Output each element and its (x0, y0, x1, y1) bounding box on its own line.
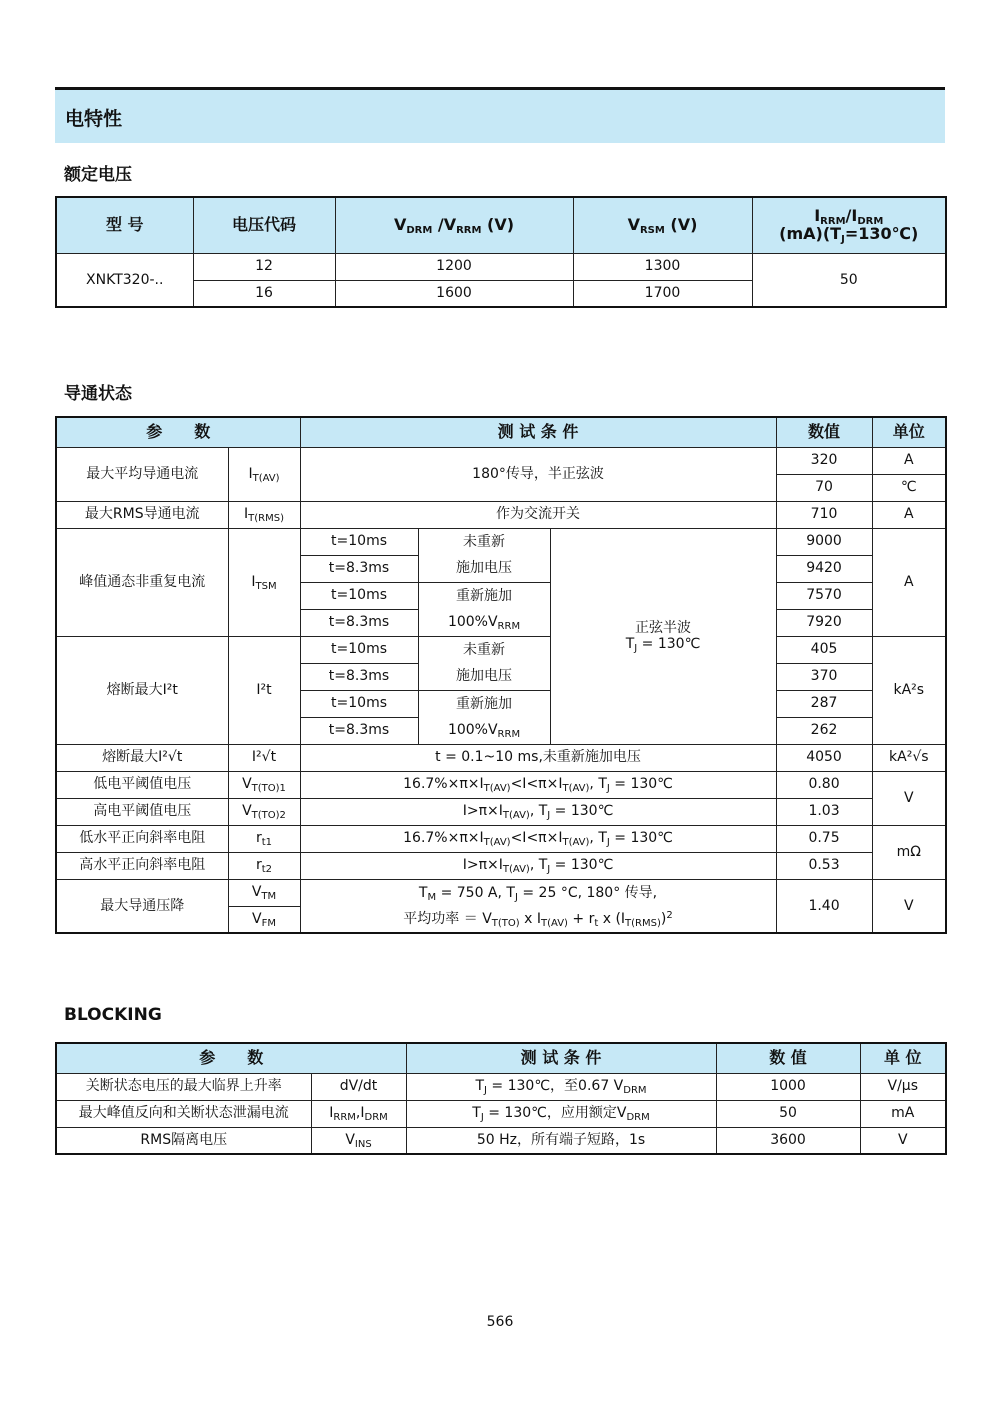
time-cell: t=8.3ms (300, 663, 418, 690)
condition-cell: $16.7\%\times\pi\times I_{T(AV)}<I<\pi\times I_{T(AV)}$, $T_J$ = 130℃ (300, 771, 776, 798)
table-row (56, 825, 946, 852)
unit-cell: V (860, 1127, 946, 1154)
table-row (56, 501, 946, 528)
value-cell: 710 (776, 501, 872, 528)
time-cell: t=8.3ms (300, 717, 418, 744)
condition-cell: $T_J$ = 130℃，至0.67 $V_{DRM}$ (406, 1073, 716, 1100)
blocking-heading: BLOCKING (64, 1005, 162, 1025)
param-name: 最大RMS导通电流 (56, 501, 228, 528)
condition-cell: $T_M = 750$ A, $T_J = 25$ °C, 180° 传导, (300, 879, 776, 906)
value-cell: 0.53 (776, 852, 872, 879)
value-cell: 405 (776, 636, 872, 663)
unit-cell: mA (860, 1100, 946, 1127)
param-name: 最大平均导通电流 (56, 447, 228, 501)
vrsm-cell: 1700 (573, 280, 752, 307)
model-cell: XNKT320-.. (56, 253, 193, 307)
param-name: 峰值通态非重复电流 (56, 528, 228, 636)
table-row (56, 636, 946, 663)
condition-cell: $I>\pi\times I_{T(AV)}$, $T_J$ = 130℃ (300, 852, 776, 879)
param-symbol: $V_{T(TO)2}$ (228, 798, 300, 825)
condition-cell: 50 Hz，所有端子短路，1s (406, 1127, 716, 1154)
header-value: 数值 (776, 417, 872, 447)
unit-cell: A (872, 447, 946, 474)
condition-cell: $100\%V_{RRM}$ (418, 609, 550, 636)
unit-cell: A (872, 501, 946, 528)
table-row (56, 1100, 946, 1127)
value-cell: 3600 (716, 1127, 860, 1154)
time-cell: t=10ms (300, 528, 418, 555)
section-header-bar (55, 87, 945, 143)
header-irrm-idrm: $I_{RRM}/I_{DRM}$ $(mA)(T_J=130℃)$ (752, 197, 946, 253)
header-param: 参 数 (56, 1043, 406, 1073)
header-model: 型 号 (56, 197, 193, 253)
param-symbol: $V_{TM}$ (228, 879, 300, 906)
unit-cell: V (872, 771, 946, 825)
time-cell: t=8.3ms (300, 609, 418, 636)
value-cell: 262 (776, 717, 872, 744)
unit-cell: kA²√s (872, 744, 946, 771)
value-cell: 1.03 (776, 798, 872, 825)
time-cell: t=8.3ms (300, 555, 418, 582)
sine-condition-cell: 正弦半波 $T_J$ = 130℃ (550, 528, 776, 744)
header-cond: 测 试 条 件 (406, 1043, 716, 1073)
page-number: 566 (486, 1314, 514, 1330)
value-cell: 9000 (776, 528, 872, 555)
table-row (56, 744, 946, 771)
param-symbol: $I_{T(AV)}$ (228, 447, 300, 501)
condition-cell: t = 0.1~10 ms,未重新施加电压 (300, 744, 776, 771)
unit-cell: mΩ (872, 825, 946, 879)
header-value: 数 值 (716, 1043, 860, 1073)
value-cell: 370 (776, 663, 872, 690)
condition-cell: 作为交流开关 (300, 501, 776, 528)
rated-voltage-table (55, 196, 947, 308)
value-cell: 320 (776, 447, 872, 474)
value-cell: 287 (776, 690, 872, 717)
unit-cell: A (872, 528, 946, 636)
value-cell: 7920 (776, 609, 872, 636)
time-cell: t=10ms (300, 582, 418, 609)
param-name: 低电平阈值电压 (56, 771, 228, 798)
value-cell: 1.40 (776, 879, 872, 933)
condition-cell: 重新施加 (418, 690, 550, 717)
table-row (56, 1073, 946, 1100)
table-row (56, 852, 946, 879)
header-voltage-code: 电压代码 (193, 197, 335, 253)
header-unit: 单 位 (860, 1043, 946, 1073)
param-name: 低水平正向斜率电阻 (56, 825, 228, 852)
unit-cell: kA²s (872, 636, 946, 744)
param-name: 熔断最大I²t (56, 636, 228, 744)
value-cell: 50 (716, 1100, 860, 1127)
param-symbol: dV/dt (311, 1073, 406, 1100)
unit-cell: V (872, 879, 946, 933)
param-symbol: $r_{t2}$ (228, 852, 300, 879)
vrsm-cell: 1300 (573, 253, 752, 280)
header-param: 参 数 (56, 417, 300, 447)
param-symbol: I²t (228, 636, 300, 744)
condition-cell: 重新施加 (418, 582, 550, 609)
table-row (56, 528, 946, 555)
onstate-heading: 导通状态 (64, 384, 132, 404)
value-cell: 4050 (776, 744, 872, 771)
time-cell: t=10ms (300, 636, 418, 663)
header-vdrm-vrrm: $V_{DRM}$ $/V_{RRM}$ (V) (335, 197, 573, 253)
rated-voltage-heading: 额定电压 (64, 165, 132, 185)
code-cell: 16 (193, 280, 335, 307)
param-symbol: $V_{FM}$ (228, 906, 300, 933)
code-cell: 12 (193, 253, 335, 280)
condition-cell: $T_J$ = 130℃，应用额定$V_{DRM}$ (406, 1100, 716, 1127)
condition-cell: 平均功率 ＝ $V_{T(TO)}$ x $I_{T(AV)} + r_t$ x $(I_{T(RMS)})^2$ (300, 906, 776, 933)
param-name: 关断状态电压的最大临界上升率 (56, 1073, 311, 1100)
condition-cell: $I>\pi\times I_{T(AV)}$, $T_J$ = 130℃ (300, 798, 776, 825)
onstate-table (55, 416, 947, 934)
time-cell: t=10ms (300, 690, 418, 717)
blocking-table (55, 1042, 947, 1155)
header-unit: 单位 (872, 417, 946, 447)
param-symbol: $I_{TSM}$ (228, 528, 300, 636)
param-symbol: $r_{t1}$ (228, 825, 300, 852)
table-row (56, 798, 946, 825)
value-cell: 7570 (776, 582, 872, 609)
unit-cell: ℃ (872, 474, 946, 501)
condition-cell: 未重新 (418, 528, 550, 555)
param-name: 熔断最大I²√t (56, 744, 228, 771)
vdrm-cell: 1200 (335, 253, 573, 280)
header-vrsm: $V_{RSM}$ (V) (573, 197, 752, 253)
table-row (56, 1127, 946, 1154)
table-row (56, 879, 946, 906)
table-row (56, 771, 946, 798)
condition-cell: 施加电压 (418, 555, 550, 582)
condition-cell: 施加电压 (418, 663, 550, 690)
value-cell: 9420 (776, 555, 872, 582)
param-name: 最大导通压降 (56, 879, 228, 933)
value-cell: 0.80 (776, 771, 872, 798)
condition-cell: $16.7\%\times\pi\times I_{T(AV)}<I<\pi\times I_{T(AV)}$, $T_J$ = 130℃ (300, 825, 776, 852)
vdrm-cell: 1600 (335, 280, 573, 307)
table-row (56, 253, 946, 280)
condition-cell: $100\%V_{RRM}$ (418, 717, 550, 744)
param-symbol: $I_{T(RMS)}$ (228, 501, 300, 528)
condition-cell: 180°传导，半正弦波 (300, 447, 776, 501)
param-name: RMS隔离电压 (56, 1127, 311, 1154)
unit-cell: V/μs (860, 1073, 946, 1100)
condition-cell: 未重新 (418, 636, 550, 663)
param-name: 最大峰值反向和关断状态泄漏电流 (56, 1100, 311, 1127)
value-cell: 70 (776, 474, 872, 501)
value-cell: 1000 (716, 1073, 860, 1100)
param-symbol: $V_{T(TO)1}$ (228, 771, 300, 798)
param-symbol: $V_{INS}$ (311, 1127, 406, 1154)
value-cell: 0.75 (776, 825, 872, 852)
header-cond: 测 试 条 件 (300, 417, 776, 447)
section-title: 电特性 (65, 108, 123, 130)
param-symbol: I²√t (228, 744, 300, 771)
param-name: 高水平正向斜率电阻 (56, 852, 228, 879)
irrm-cell: 50 (752, 253, 946, 307)
param-name: 高电平阈值电压 (56, 798, 228, 825)
table-row (56, 447, 946, 474)
param-symbol: $I_{RRM},I_{DRM}$ (311, 1100, 406, 1127)
